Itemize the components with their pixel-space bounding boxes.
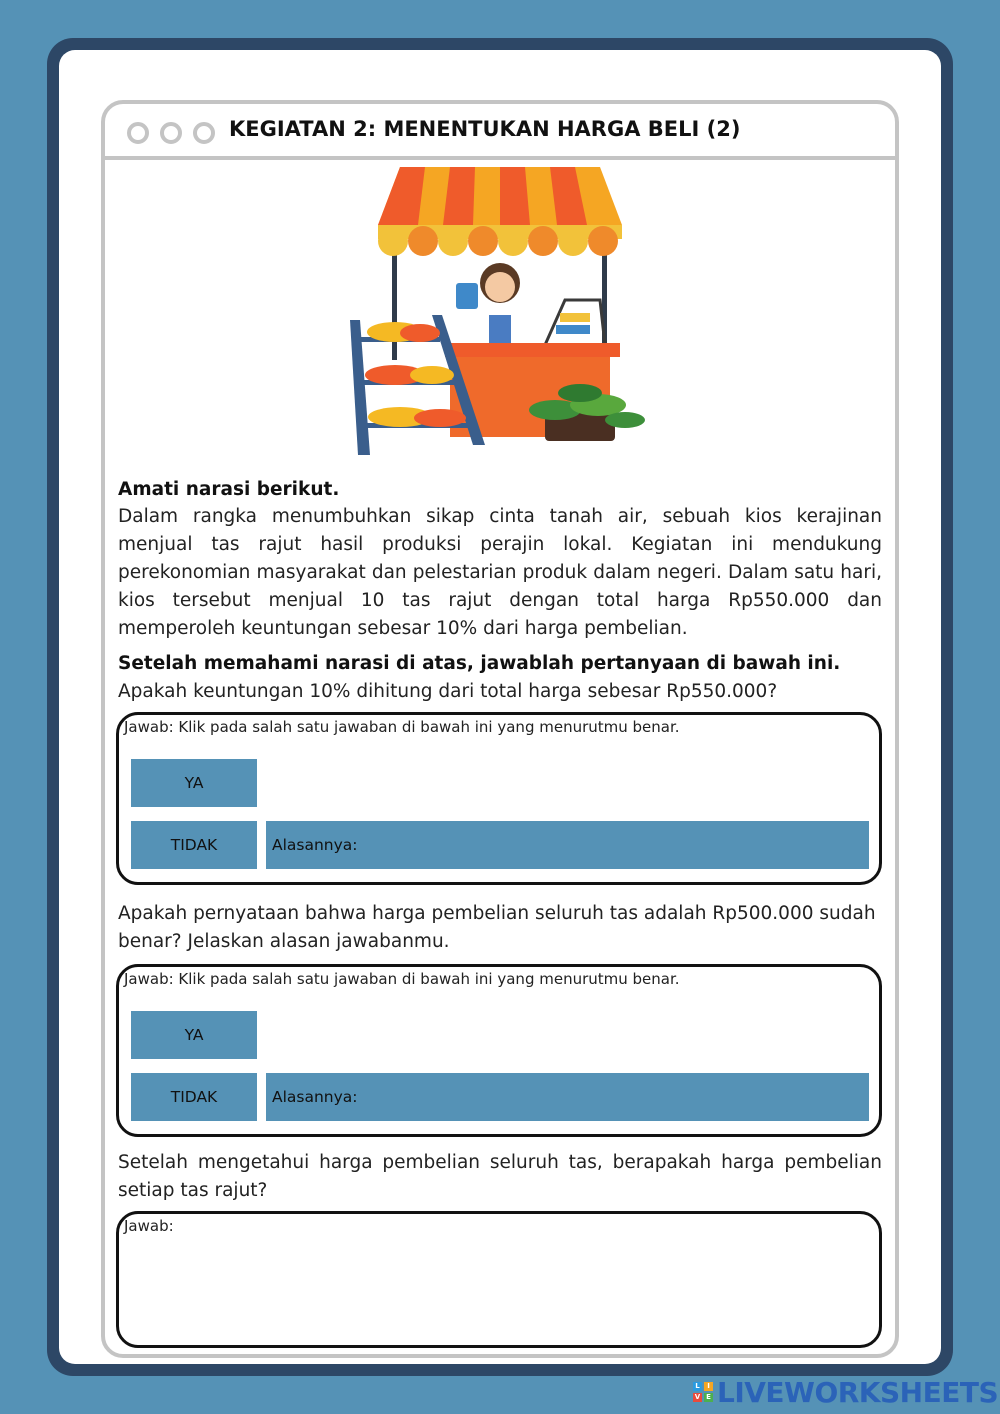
narrative-heading: Amati narasi berikut. <box>118 479 340 500</box>
logo-mark-icon: L I V E <box>693 1382 713 1402</box>
question-1-answer-box <box>116 712 882 885</box>
market-stall-illustration <box>340 165 660 460</box>
brand-name: LIVEWORKSHEETS <box>717 1375 999 1409</box>
answer-instruction: Jawab: Klik pada salah satu jawaban di bawah ini yang menurutmu benar. <box>124 718 680 736</box>
option-ya-button[interactable]: YA <box>131 759 257 807</box>
reason-input[interactable]: Alasannya: <box>266 1073 869 1121</box>
window-titlebar <box>105 104 895 160</box>
window-dot-icon <box>127 122 149 144</box>
answer-label: Jawab: <box>124 1217 174 1235</box>
instruction-text: Setelah memahami narasi di atas, jawablah pertanyaan di bawah ini. <box>118 653 841 674</box>
answer-instruction: Jawab: Klik pada salah satu jawaban di bawah ini yang menurutmu benar. <box>124 970 680 988</box>
question-1-text: Apakah keuntungan 10% dihitung dari total harga sebesar Rp550.000? <box>118 681 778 702</box>
reason-input[interactable]: Alasannya: <box>266 821 869 869</box>
question-2-answer-box <box>116 964 882 1137</box>
narrative-body: Dalam rangka menumbuhkan sikap cinta tanah air, sebuah kios kerajinan menjual tas rajut hasil produksi perajin lokal. Kegiatan ini mendukung perekonomian masyarakat dan pelestarian produk dalam negeri. Dalam satu hari, kios tersebut menjual 10 tas rajut dengan total harga Rp550.000 dan memperoleh keuntungan sebesar 10% dari harga pembelian. <box>118 506 882 639</box>
liveworksheets-logo <box>693 1377 998 1407</box>
question-2-text: Apakah pernyataan bahwa harga pembelian seluruh tas adalah Rp500.000 sudah benar? Jelaskan alasan jawabanmu. <box>118 903 876 952</box>
worksheet-title: KEGIATAN 2: MENENTUKAN HARGA BELI (2) <box>229 117 741 141</box>
option-tidak-button[interactable]: TIDAK <box>131 821 257 869</box>
option-ya-button[interactable]: YA <box>131 1011 257 1059</box>
window-dot-icon <box>193 122 215 144</box>
question-3-answer-box[interactable] <box>116 1211 882 1348</box>
question-3-text: Setelah mengetahui harga pembelian seluruh tas, berapakah harga pembelian setiap tas rajut? <box>118 1152 882 1201</box>
window-dot-icon <box>160 122 182 144</box>
option-tidak-button[interactable]: TIDAK <box>131 1073 257 1121</box>
